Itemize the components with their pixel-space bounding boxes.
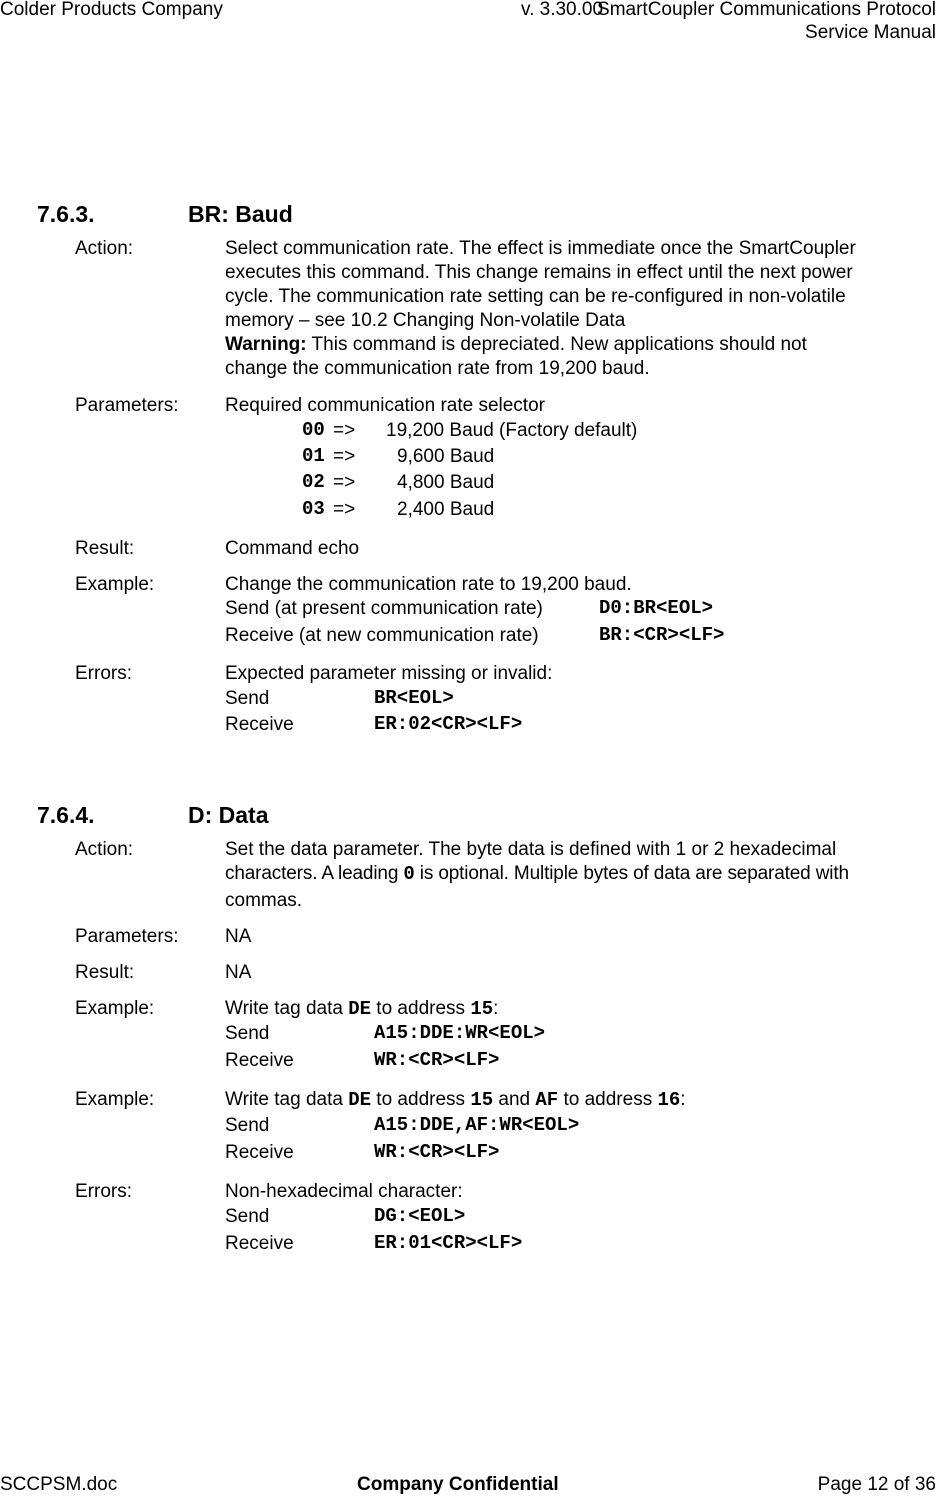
errors-receive-label: Receive bbox=[225, 714, 294, 735]
example-send-command: A15:DDE:WR<EOL> bbox=[374, 1022, 546, 1044]
parameters-label: Parameters: bbox=[75, 395, 179, 416]
header-subtitle: Service Manual bbox=[805, 22, 936, 43]
example-label: Example: bbox=[75, 1089, 155, 1110]
example-send-label: Send (at present communication rate) bbox=[225, 598, 543, 619]
inline-code: DE bbox=[348, 1089, 372, 1111]
example-receive-label: Receive bbox=[225, 1142, 294, 1163]
example-receive-label: Receive (at new communication rate) bbox=[225, 625, 539, 646]
rate-arrow: => bbox=[333, 446, 356, 467]
action-line: Select communication rate. The effect is immediate once the SmartCoupler bbox=[225, 238, 856, 259]
footer-page-number: Page 12 of 36 bbox=[817, 1474, 936, 1495]
example-receive-command: BR:<CR><LF> bbox=[599, 624, 725, 646]
rate-code: 03 bbox=[302, 498, 325, 520]
errors-intro: Non-hexadecimal character: bbox=[225, 1181, 463, 1202]
errors-receive-command: ER:01<CR><LF> bbox=[374, 1232, 523, 1254]
inline-code: 0 bbox=[403, 863, 415, 885]
result-label: Result: bbox=[75, 538, 135, 559]
errors-send-command: BR<EOL> bbox=[374, 687, 454, 709]
errors-label: Errors: bbox=[75, 663, 132, 684]
rate-value: 4,800 Baud bbox=[397, 472, 495, 493]
rate-code: 01 bbox=[302, 445, 325, 467]
action-line: Set the data parameter. The byte data is defined with 1 or 2 hexadecimal bbox=[225, 839, 837, 860]
footer-confidential: Company Confidential bbox=[357, 1474, 559, 1495]
example-label: Example: bbox=[75, 574, 155, 595]
header-company: Colder Products Company bbox=[0, 0, 223, 20]
example-send-label: Send bbox=[225, 1115, 270, 1136]
result-text: NA bbox=[225, 962, 252, 983]
example-label: Example: bbox=[75, 998, 155, 1019]
errors-send-label: Send bbox=[225, 688, 270, 709]
example-intro: Write tag data DE to address 15: bbox=[225, 998, 499, 1020]
action-line: characters. A leading 0 is optional. Multiple bytes of data are separated with bbox=[225, 863, 849, 885]
header-version: v. 3.30.00 bbox=[521, 0, 604, 20]
header-title: SmartCoupler Communications Protocol bbox=[597, 0, 936, 20]
inline-code: 15 bbox=[470, 1089, 494, 1111]
result-label: Result: bbox=[75, 962, 135, 983]
errors-receive-label: Receive bbox=[225, 1233, 294, 1254]
rate-arrow: => bbox=[333, 499, 356, 520]
action-label: Action: bbox=[75, 839, 134, 860]
rate-value: 2,400 Baud bbox=[397, 499, 495, 520]
errors-send-label: Send bbox=[225, 1206, 270, 1227]
section-number: 7.6.3. bbox=[37, 201, 95, 227]
footer-filename: SCCPSM.doc bbox=[0, 1474, 118, 1495]
section-number: 7.6.4. bbox=[37, 802, 95, 828]
errors-intro: Expected parameter missing or invalid: bbox=[225, 663, 553, 684]
warning-text: This command is depreciated. New applications should not bbox=[306, 334, 807, 355]
rate-code: 02 bbox=[302, 471, 325, 493]
example-receive-label: Receive bbox=[225, 1050, 294, 1071]
action-line: executes this command. This change remains in effect until the next power bbox=[225, 262, 853, 283]
example-send-label: Send bbox=[225, 1023, 270, 1044]
result-text: Command echo bbox=[225, 538, 360, 559]
rate-arrow: => bbox=[333, 420, 356, 441]
inline-code: 15 bbox=[470, 998, 494, 1020]
parameters-intro: Required communication rate selector bbox=[225, 395, 545, 416]
errors-label: Errors: bbox=[75, 1181, 132, 1202]
action-line: cycle. The communication rate setting can be re-configured in non-volatile bbox=[225, 286, 846, 307]
rate-value: 19,200 Baud (Factory default) bbox=[386, 420, 638, 441]
warning-label: Warning: bbox=[225, 334, 307, 355]
inline-code: DE bbox=[348, 998, 372, 1020]
action-label: Action: bbox=[75, 238, 134, 259]
example-receive-command: WR:<CR><LF> bbox=[374, 1049, 500, 1071]
rate-arrow: => bbox=[333, 472, 356, 493]
rate-value: 9,600 Baud bbox=[397, 446, 495, 467]
example-send-command: D0:BR<EOL> bbox=[599, 597, 714, 619]
action-line: commas. bbox=[225, 890, 303, 911]
errors-receive-command: ER:02<CR><LF> bbox=[374, 713, 523, 735]
example-intro: Change the communication rate to 19,200 baud. bbox=[225, 574, 632, 595]
parameters-label: Parameters: bbox=[75, 926, 179, 947]
section-title: BR: Baud bbox=[188, 201, 293, 227]
example-intro: Write tag data DE to address 15 and AF to address 16: bbox=[225, 1089, 686, 1111]
inline-code: AF bbox=[535, 1089, 559, 1111]
parameters-text: NA bbox=[225, 926, 252, 947]
inline-code: 16 bbox=[657, 1089, 681, 1111]
action-line: memory – see 10.2 Changing Non-volatile Data bbox=[225, 310, 626, 331]
warning-paragraph bbox=[225, 335, 807, 354]
example-send-command: A15:DDE,AF:WR<EOL> bbox=[374, 1114, 580, 1136]
rate-code: 00 bbox=[302, 419, 325, 441]
section-title: D: Data bbox=[188, 802, 269, 828]
errors-send-command: DG:<EOL> bbox=[374, 1205, 466, 1227]
warning-line: change the communication rate from 19,200 baud. bbox=[225, 358, 650, 379]
example-receive-command: WR:<CR><LF> bbox=[374, 1141, 500, 1163]
